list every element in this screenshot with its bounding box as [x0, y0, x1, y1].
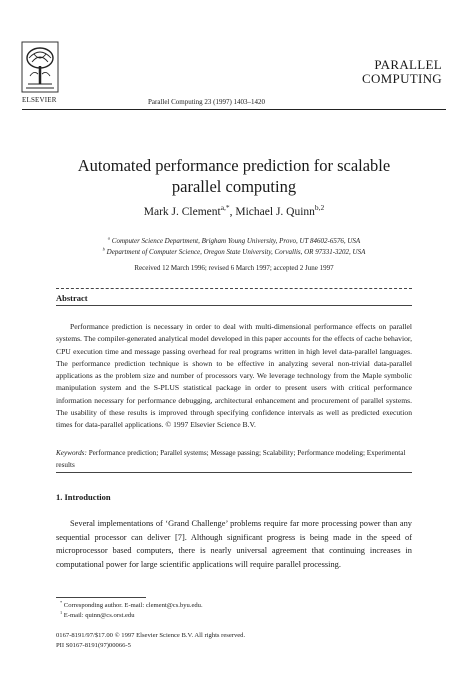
received-dates: Received 12 March 1996; revised 6 March 1997; accepted 2 June 1997 — [134, 264, 334, 272]
copyright-line: 0167-8191/97/$17.00 © 1997 Elsevier Science B.V. All rights reserved. — [56, 632, 246, 639]
keywords-rule — [56, 472, 412, 473]
journal-name-line1: PARALLEL — [374, 57, 442, 72]
affiliation: $^b$ Department of Computer Science, Oregon State University, Corvallis, OR 97331-3202, USA — [102, 246, 366, 256]
author-affiliation-mark: a,* — [220, 203, 230, 213]
elsevier-tree-icon — [20, 40, 60, 96]
author-list — [0, 203, 468, 218]
footnote: * Corresponding author. E-mail: clement@cs.byu.edu. — [60, 599, 203, 609]
affiliation-mark: a — [107, 235, 111, 241]
keywords — [56, 447, 412, 471]
affiliations — [0, 236, 468, 258]
publisher-name: ELSEVIER — [22, 96, 57, 104]
abstract-text: Performance prediction is necessary in order to deal with multi-dimensional performance effects on parallel systems. The compiler-generated analytical model developed in this paper accounts for the effects of cache behavior, CPU execution time and message passing overhead for real programs written in high level data-parallel languages. The performance prediction technique is shown to be effective in analyzing several non-trivial data-parallel applications as the problem size and number of processors vary. We leverage technology from the Maple symbolic manipulation system and the S-PLUS statistical package in order to present users with critical performance information necessary for performance debugging, architectural enhancement and procurement of parallel systems. The usability of these results is improved through specifying confidence intervals as well as predicted execution times for data-parallel applications. © 1997 Elsevier Science B.V. — [56, 322, 412, 430]
journal-citation: Parallel Computing 23 (1997) 1403–1420 — [148, 98, 266, 106]
paper-title — [0, 155, 468, 197]
footnote-symbol: 1 — [60, 609, 63, 615]
affiliation: $^a$ Computer Science Department, Brigham Young University, Provo, UT 84602-6576, USA — [107, 235, 361, 245]
pii-line: PII S0167-8191(97)00066-5 — [56, 642, 131, 649]
author-affiliation-mark: b,2 — [314, 203, 325, 213]
affiliation-mark: b — [102, 246, 105, 252]
abstract-heading-rule — [56, 305, 412, 306]
footnotes — [60, 601, 203, 621]
copyright-block — [56, 631, 245, 651]
author-separator: , — [229, 206, 236, 218]
publisher-logo — [20, 40, 60, 102]
header-rule — [22, 109, 446, 110]
introduction-text: Several implementations of ‘Grand Challenge’ problems require far more processing power than any sequential processor can deliver [7]. Although significant progress is being made in the speed of microprocessor based computers, there is nearly universal agreement that continuing increases in computational power for large scientific applications will require parallel processing. — [56, 519, 412, 569]
keywords-text: Performance prediction; Parallel systems; Message passing; Scalability; Performance modeling; Experimental results — [56, 449, 406, 469]
paper-title-line2: parallel computing — [171, 177, 297, 196]
footnote-rule — [56, 597, 146, 598]
author-name: Mark J. Clement — [143, 206, 221, 218]
keywords-label: Keywords: — [56, 449, 87, 457]
footnote: $^1$ E-mail: quinn@cs.orst.edu — [60, 609, 135, 619]
journal-name — [362, 58, 442, 86]
paper-title-line1: Automated performance prediction for scalable — [77, 156, 391, 175]
abstract-heading: Abstract — [56, 293, 88, 303]
introduction-heading: 1. Introduction — [56, 492, 111, 502]
author-name: Michael J. Quinn — [235, 206, 315, 218]
journal-name-line2: COMPUTING — [362, 71, 442, 86]
abstract-top-rule — [56, 288, 412, 289]
footnote-symbol: * — [60, 599, 63, 605]
